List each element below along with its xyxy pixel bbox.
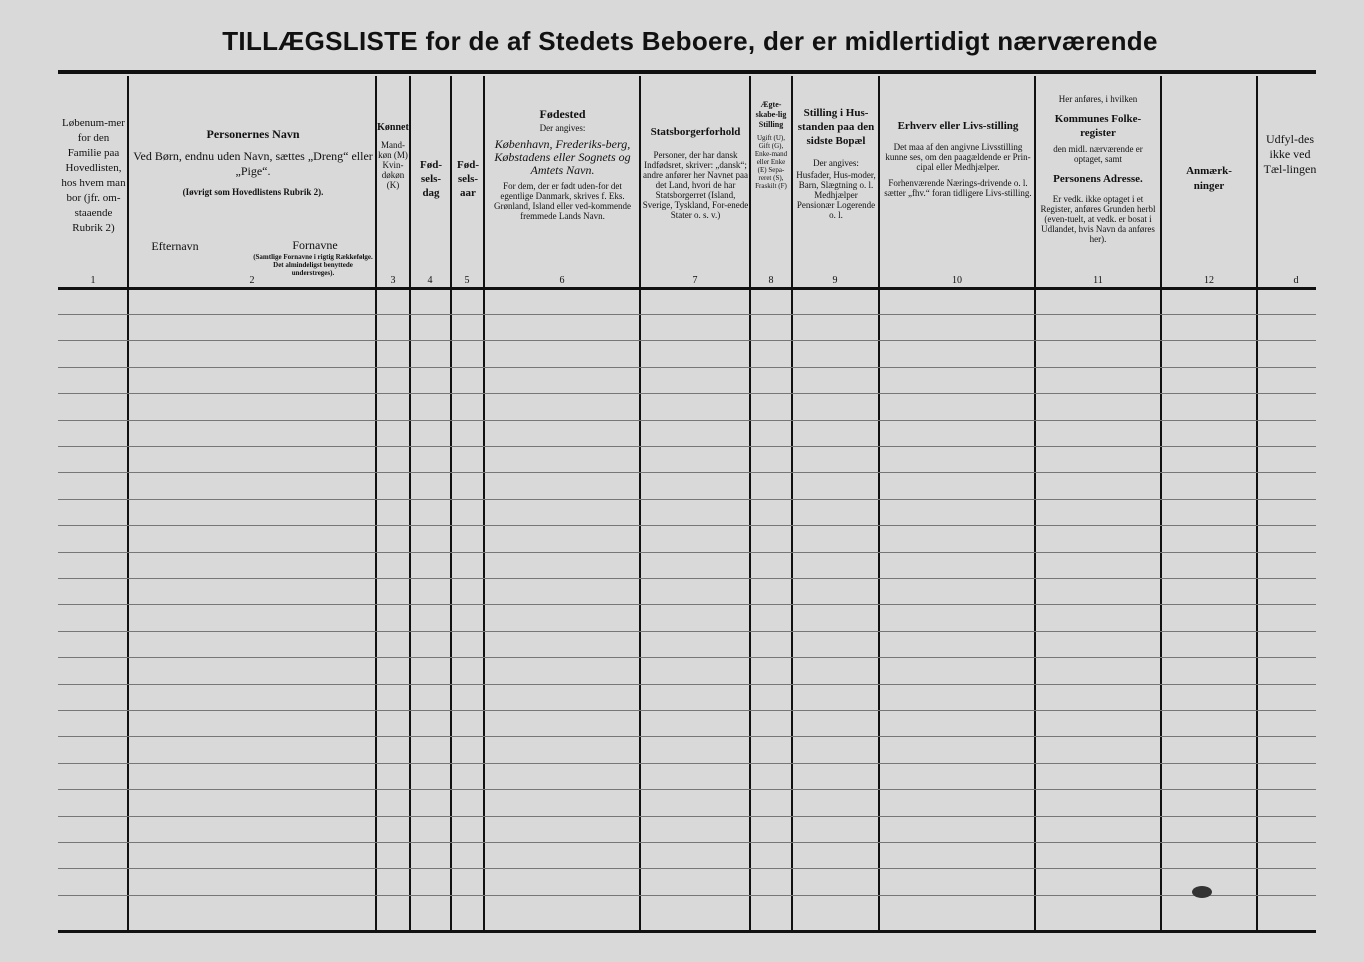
row-line — [58, 578, 1316, 579]
column-divider — [1256, 76, 1258, 932]
bottom-rule — [58, 930, 1316, 933]
row-line — [58, 604, 1316, 605]
col10-number: 10 — [952, 275, 962, 286]
col6-note: For dem, der er født uden-for det egentlige Danmark, skrives f. Eks. Grønland, Island eller ved-kommende fremmede Lands Navn. — [494, 181, 631, 221]
row-line — [58, 868, 1316, 869]
col7-text: Personer, der har dansk Indfødsret, skriver: „dansk“; andre anfører her Navnet paa det Land, hvori de har Statsborgerret (Island, Sverige, Tyskland, For-enede Stater o. s. v.) — [642, 150, 749, 220]
column-divider — [375, 76, 377, 932]
row-line — [58, 314, 1316, 315]
row-line — [58, 842, 1316, 843]
col2-fornavne: Fornavne — [292, 240, 338, 251]
row-line — [58, 420, 1316, 421]
col4-header: Fød-sels-dag — [420, 159, 442, 199]
column-divider — [878, 76, 880, 932]
col7-heading: Statsborgerforhold — [650, 126, 741, 138]
col3-header — [377, 122, 409, 190]
row-line — [58, 684, 1316, 685]
row-line — [58, 472, 1316, 473]
col5-header: Fød-sels-aar — [457, 159, 479, 199]
cold-header: Udfyl-des ikke ved Tæl-lingen — [1263, 132, 1317, 176]
col6-header — [488, 108, 637, 221]
column-divider — [1034, 76, 1036, 932]
row-line — [58, 367, 1316, 368]
col6-heading: Fødested — [539, 108, 586, 121]
col6-places: København, Frederiks-berg, Købstadens eller Sognets og Amtets Navn. — [494, 137, 631, 177]
col9-heading: Stilling i Hus-standen paa den sidste Bopæl — [797, 107, 875, 147]
row-line — [58, 657, 1316, 658]
row-line — [58, 446, 1316, 447]
col11-header — [1038, 94, 1158, 244]
row-line — [58, 763, 1316, 764]
col11-text: Er vedk. ikke optaget i et Register, anføres Grunden herbl (even-tuelt, at vedk. er bosat i Udlandet, hvis Navn da anføres her). — [1040, 194, 1156, 244]
col2-line2: (Iøvrigt som Hovedlistens Rubrik 2). — [182, 187, 324, 197]
col3-heading: Kønnet — [377, 122, 409, 133]
page-title: TILLÆGSLISTE for de af Stedets Beboere, der er midlertidigt nærværende — [222, 26, 1158, 56]
row-line — [58, 789, 1316, 790]
col4-number: 4 — [427, 275, 433, 286]
column-divider — [483, 76, 485, 932]
col2-fornavne-note: (Samtlige Fornavne i rigtig Rækkefølge. Det almindeligst benyttede understreges). — [253, 253, 373, 277]
row-line — [58, 552, 1316, 553]
col12-number: 12 — [1204, 275, 1214, 286]
col1-number: 1 — [90, 275, 96, 286]
col9-sub: Der angives: — [813, 158, 859, 168]
row-line — [58, 525, 1316, 526]
row-line — [58, 895, 1316, 896]
column-divider — [791, 76, 793, 932]
col11-mid: den midl. nærværende er optaget, samt — [1053, 144, 1143, 164]
row-line — [58, 631, 1316, 632]
col11-heading: Kommunes Folke-register — [1054, 113, 1142, 139]
col8-text: Ugift (U), Gift (G), Enke-mand eller Enke (E) Sepa-reret (S), Fraskilt (F) — [754, 134, 788, 190]
col10-header — [883, 118, 1033, 198]
col10-text2: Forhenværende Nærings-drivende o. l. sætter „fhv.“ foran tidligere Livs-stilling. — [884, 178, 1032, 198]
col9-text: Husfader, Hus-moder, Barn, Slægtning o. l. Medhjælper Pensionær Logerende o. l. — [796, 170, 876, 220]
col10-heading: Erhverv eller Livs-stilling — [897, 120, 1019, 132]
row-line — [58, 499, 1316, 500]
col7-number: 7 — [692, 275, 698, 286]
column-divider — [1160, 76, 1162, 932]
row-line — [58, 710, 1316, 711]
col5-number: 5 — [464, 275, 470, 286]
col7-header — [642, 126, 749, 220]
column-divider — [127, 76, 129, 932]
col8-heading: Ægte-skabe-lig Stilling — [755, 100, 787, 129]
col6-sub: Der angives: — [539, 123, 586, 133]
top-rule — [58, 70, 1316, 74]
cold-number: d — [1293, 275, 1299, 286]
col2-heading: Personernes Navn — [206, 128, 300, 141]
col11-top: Her anføres, i hvilken — [1058, 94, 1138, 104]
col3-number: 3 — [390, 275, 396, 286]
col6-number: 6 — [559, 275, 565, 286]
col12-header: Anmærk-ninger — [1186, 165, 1232, 192]
header-rule — [58, 287, 1316, 290]
col1-header: Løbenum-mer for den Familie paa Hovedlisten, hos hvem man bor (jfr. om-staaende Rubrik 2) — [61, 117, 126, 234]
ink-blot — [1192, 886, 1212, 898]
column-divider — [409, 76, 411, 932]
column-divider — [450, 76, 452, 932]
col2-header — [133, 128, 373, 197]
col11-number: 11 — [1093, 275, 1103, 286]
col2-number: 2 — [249, 275, 255, 286]
col2-line1: Ved Børn, endnu uden Navn, sættes „Dreng“ eller „Pige“. — [133, 149, 373, 178]
col10-text1: Det maa af den angivne Livsstilling kunne ses, om den paagældende er Prin-cipal eller Medhjælper. — [885, 142, 1031, 172]
column-divider — [639, 76, 641, 932]
col2-efternavn: Efternavn — [151, 241, 199, 252]
col3-text: Mand-køn (M) Kvin-døkøn (K) — [378, 140, 408, 190]
col8-header — [752, 100, 790, 190]
row-line — [58, 393, 1316, 394]
col9-number: 9 — [832, 275, 838, 286]
row-line — [58, 340, 1316, 341]
row-line — [58, 816, 1316, 817]
col8-number: 8 — [768, 275, 774, 286]
col11-heading2: Personens Adresse. — [1053, 173, 1143, 185]
col9-header — [795, 106, 877, 220]
row-line — [58, 736, 1316, 737]
column-divider — [749, 76, 751, 932]
